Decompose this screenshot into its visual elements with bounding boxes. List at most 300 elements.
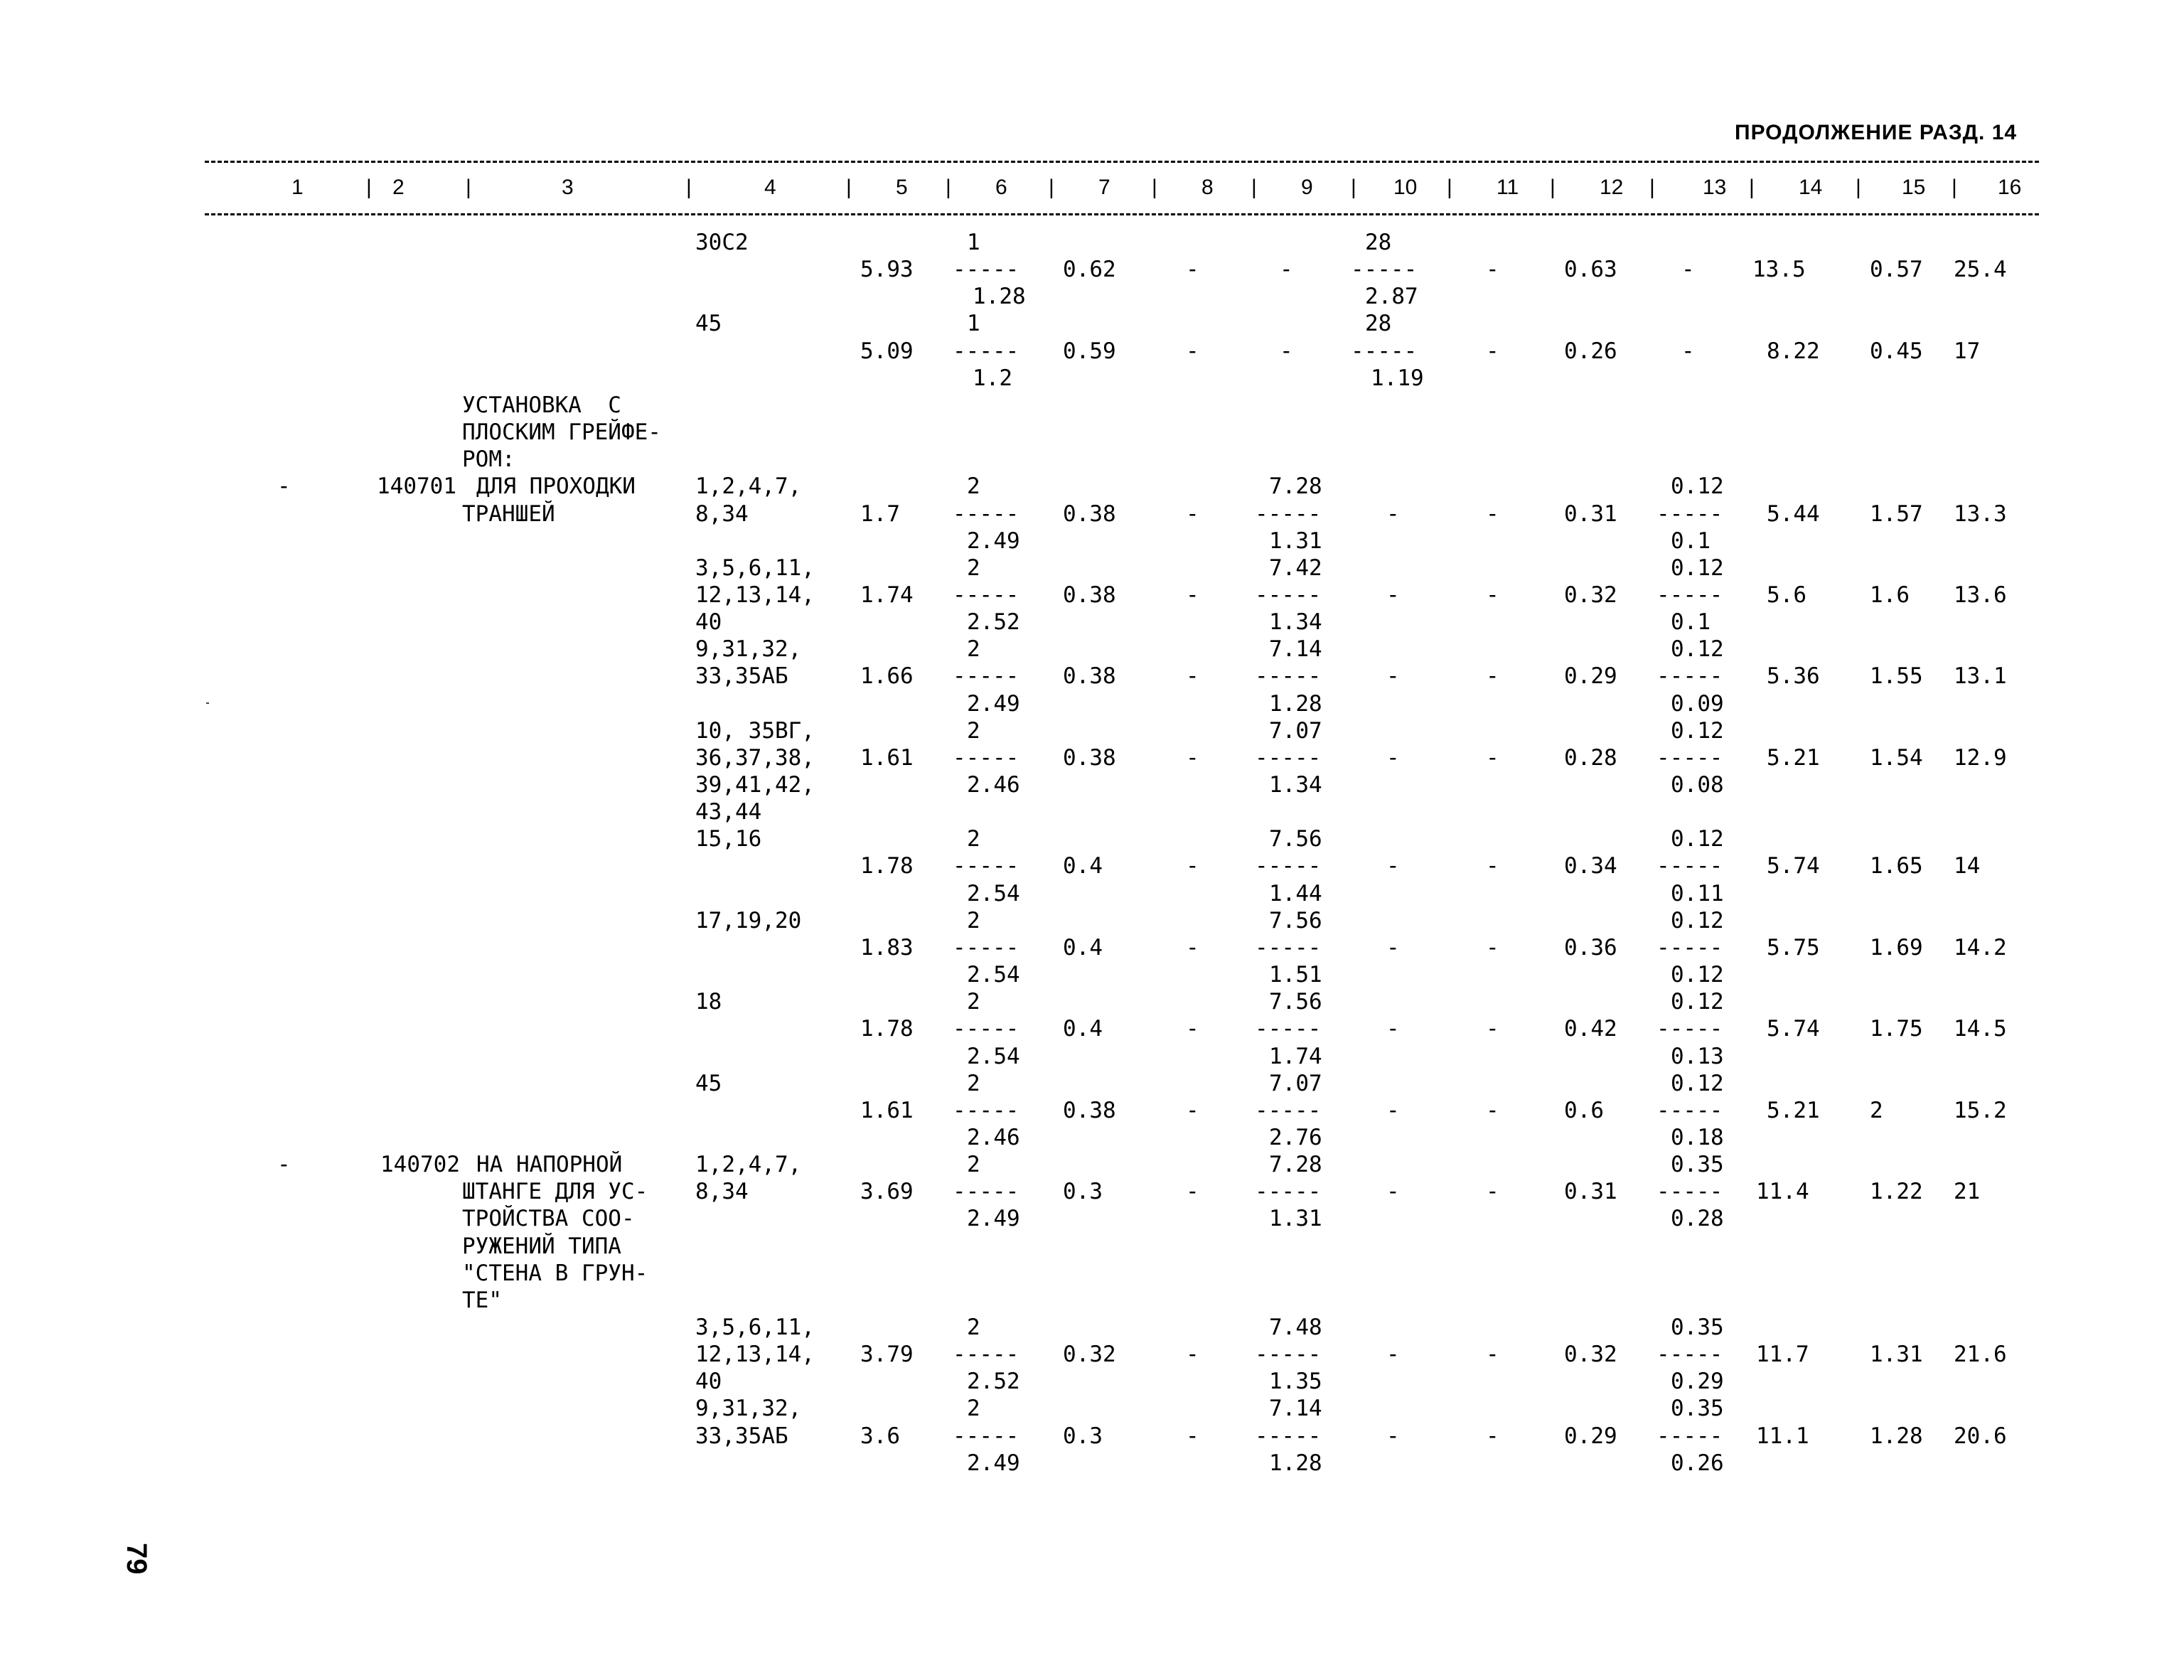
table-cell: - [1186,1098,1199,1123]
table-cell: 1.28 [973,284,1026,309]
table-cell: - [1280,257,1293,282]
table-cell: 0.6 [1564,1098,1604,1123]
table-cell: 0.42 [1564,1016,1617,1042]
table-cell: 7.14 [1269,1396,1322,1421]
table-cell: 13.6 [1954,582,2007,608]
table-cell: 0.3 [1063,1423,1103,1449]
table-cell: 1.19 [1371,365,1424,391]
table-cell: 2 [967,908,980,933]
table-cell: 12.9 [1954,745,2007,771]
table-cell: 0.63 [1564,257,1617,282]
table-cell: 11.1 [1756,1423,1809,1449]
table-cell: 5.74 [1767,1016,1820,1042]
table-cell: - [1681,257,1695,282]
table-cell: ----- [1656,745,1723,771]
table-cell: 1.54 [1870,745,1923,771]
table-cell: 39,41,42, [695,772,815,798]
table-cell: 1 [967,311,980,336]
table-cell: 0.38 [1063,663,1116,689]
table-cell: - [1386,853,1400,879]
table-cell: 36,37,38, [695,745,815,771]
table-cell: 8.22 [1767,338,1820,364]
table-cell: ----- [1255,1423,1322,1449]
table-cell: ----- [953,663,1019,689]
table-cell: 2 [967,989,980,1015]
column-separator: | [686,176,692,199]
table-cell: 33,35АБ [695,1423,788,1449]
table-cell: 2 [967,826,980,852]
table-cell: 0.29 [1564,1423,1617,1449]
table-cell: 0.12 [1671,555,1724,581]
table-cell: ----- [1255,745,1322,771]
table-cell: 2.52 [967,1369,1020,1394]
table-cell: 0.12 [1671,1071,1724,1096]
table-cell: 0.34 [1564,853,1617,879]
table-cell: "СТЕНА В ГРУН- [462,1261,648,1286]
table-cell: - [1186,1016,1199,1042]
table-cell: 2.49 [967,1450,1020,1476]
table-cell: 0.35 [1671,1315,1724,1340]
table-cell: 11.4 [1756,1179,1809,1204]
table-cell: 0.12 [1671,908,1724,933]
table-cell: 7.07 [1269,1071,1322,1096]
table-cell: 7.14 [1269,636,1322,662]
table-cell: 15.2 [1954,1098,2007,1123]
table-cell: - [1386,582,1400,608]
table-cell: 1.65 [1870,853,1923,879]
table-cell: ----- [1255,935,1322,961]
table-cell: - [1486,582,1499,608]
column-header-2: 2 [392,176,405,199]
table-cell: 13.1 [1954,663,2007,689]
table-cell: - [1486,501,1499,527]
table-cell: 2.49 [967,1206,1020,1231]
table-cell: ----- [1255,1342,1322,1367]
table-cell: - [1186,257,1199,282]
table-cell: 1.31 [1870,1342,1923,1367]
table-cell: ----- [1656,582,1723,608]
table-cell: 2 [967,1152,980,1177]
table-cell: ----- [1656,501,1723,527]
table-cell: 1.55 [1870,663,1923,689]
column-header-16: 16 [1998,176,2022,199]
table-cell: 3.69 [860,1179,914,1204]
table-cell: ----- [1255,1098,1322,1123]
table-cell: - [1386,663,1400,689]
table-cell: 1.61 [860,745,914,771]
table-cell: 45 [695,1071,722,1096]
table-cell: 2.46 [967,1125,1020,1150]
table-cell: 1.22 [1870,1179,1923,1204]
table-cell: ----- [953,1179,1019,1204]
table-cell: 13.5 [1752,257,1806,282]
table-cell: 7.28 [1269,1152,1322,1177]
column-separator: | [1649,176,1655,199]
table-cell: - [1486,663,1499,689]
table-cell: 2 [1870,1098,1883,1123]
table-cell: 40 [695,609,722,635]
column-header-14: 14 [1799,176,1823,199]
column-separator: | [366,176,372,199]
table-cell: 0.32 [1564,1342,1617,1367]
table-cell: 1,2,4,7, [695,1152,802,1177]
table-cell: - [1486,1098,1499,1123]
table-cell: 8,34 [695,501,749,527]
table-cell: 1.61 [860,1098,914,1123]
stray-mark [206,702,209,704]
table-cell: 7.07 [1269,718,1322,744]
table-cell: ----- [953,1016,1019,1042]
table-cell: - [1386,1423,1400,1449]
table-cell: - [1186,338,1199,364]
table-cell: 2.52 [967,609,1020,635]
table-cell: - [1386,935,1400,961]
table-cell: ----- [1656,1098,1723,1123]
table-cell: - [1186,1423,1199,1449]
column-separator: | [1447,176,1452,199]
table-cell: - [1386,1098,1400,1123]
column-separator: | [846,176,852,199]
table-cell: 0.4 [1063,1016,1103,1042]
table-cell: 2.54 [967,962,1020,988]
table-cell: ----- [1656,1342,1723,1367]
table-cell: 0.4 [1063,935,1103,961]
table-cell: 1.75 [1870,1016,1923,1042]
table-cell: 9,31,32, [695,636,802,662]
table-cell: 21 [1954,1179,1981,1204]
table-cell: 28 [1365,311,1392,336]
table-cell: ----- [1255,501,1322,527]
table-cell: 0.12 [1671,962,1724,988]
table-cell: - [1186,1342,1199,1367]
table-cell: 0.09 [1671,691,1724,717]
column-header-12: 12 [1600,176,1624,199]
table-cell: ----- [953,745,1019,771]
table-cell: 0.31 [1564,501,1617,527]
table-cell: 2 [967,1071,980,1096]
table-cell: 11.7 [1756,1342,1809,1367]
table-cell: 0.12 [1671,989,1724,1015]
table-cell: - [1486,853,1499,879]
table-cell: - [1681,338,1695,364]
column-separator: | [1251,176,1257,199]
column-header-1: 1 [291,176,304,199]
table-cell: 2 [967,636,980,662]
table-cell: - [1186,745,1199,771]
table-cell: ----- [1656,663,1723,689]
table-cell: 1.31 [1269,528,1322,554]
column-separator: | [466,176,471,199]
table-cell: 1.78 [860,853,914,879]
table-cell: 0.57 [1870,257,1923,282]
table-cell: 2 [967,473,980,499]
table-cell: 33,35АБ [695,663,788,689]
table-cell: 14.2 [1954,935,2007,961]
table-cell: 1.2 [973,365,1012,391]
table-cell: 140701 [377,473,456,499]
table-cell: ТРАНШЕЙ [462,501,555,527]
table-cell: 30С2 [695,230,749,255]
table-cell: ----- [1255,1016,1322,1042]
table-cell: ----- [1255,853,1322,879]
table-cell: ТЕ" [462,1288,502,1313]
table-cell: 1.34 [1269,772,1322,798]
section-title: ПРОДОЛЖЕНИЕ РАЗД. 14 [1735,121,2018,144]
column-header-4: 4 [764,176,776,199]
table-cell: 0.28 [1564,745,1617,771]
column-separator: | [1152,176,1157,199]
table-cell: 0.26 [1564,338,1617,364]
table-cell: 3,5,6,11, [695,1315,815,1340]
column-header-10: 10 [1393,176,1418,199]
table-cell: 0.28 [1671,1206,1724,1231]
table-cell: 0.31 [1564,1179,1617,1204]
table-cell: 3,5,6,11, [695,555,815,581]
column-separator: | [1049,176,1054,199]
table-cell: 5.93 [860,257,914,282]
table-cell: - [1186,582,1199,608]
table-cell: ДЛЯ ПРОХОДКИ [476,473,636,499]
table-cell: 1,2,4,7, [695,473,802,499]
table-cell: 0.12 [1671,636,1724,662]
table-cell: 7.28 [1269,473,1322,499]
table-cell: 1.69 [1870,935,1923,961]
table-cell: ----- [1656,1179,1723,1204]
table-cell: - [1186,935,1199,961]
table-cell: 5.21 [1767,745,1820,771]
table-cell: 3.79 [860,1342,914,1367]
column-header-13: 13 [1703,176,1727,199]
column-header-15: 15 [1902,176,1926,199]
table-cell: 0.1 [1671,609,1711,635]
table-cell: 0.62 [1063,257,1116,282]
table-cell: 0.35 [1671,1152,1724,1177]
table-cell: ----- [953,338,1019,364]
table-cell: 21.6 [1954,1342,2007,1367]
table-cell: - [1486,257,1499,282]
table-cell: ----- [953,1098,1019,1123]
table-cell: 0.13 [1671,1044,1724,1069]
table-cell: 1.44 [1269,881,1322,906]
column-header-11: 11 [1497,176,1519,199]
table-cell: РУЖЕНИЙ ТИПА [462,1234,621,1259]
table-cell: 1.31 [1269,1206,1322,1231]
table-cell: 1 [967,230,980,255]
table-cell: 7.56 [1269,908,1322,933]
table-cell: ----- [953,257,1019,282]
table-cell: - [1186,1179,1199,1204]
table-cell: 0.26 [1671,1450,1724,1476]
table-cell: 3.6 [860,1423,900,1449]
table-cell: 5.44 [1767,501,1820,527]
table-cell: 14.5 [1954,1016,2007,1042]
table-cell: - [1186,663,1199,689]
table-cell: 40 [695,1369,722,1394]
table-cell: 17 [1954,338,1981,364]
table-cell: 28 [1365,230,1392,255]
column-separator: | [1749,176,1755,199]
table-cell: 2.54 [967,1044,1020,1069]
table-cell: 2 [967,1396,980,1421]
table-cell: - [1486,1179,1499,1204]
table-cell: - [1386,1342,1400,1367]
table-cell: 9,31,32, [695,1396,802,1421]
table-cell: 8,34 [695,1179,749,1204]
table-cell: - [1386,1179,1400,1204]
table-cell: 25.4 [1954,257,2007,282]
table-cell: 2.46 [967,772,1020,798]
table-cell: 0.11 [1671,881,1724,906]
table-cell: ----- [1656,935,1723,961]
table-cell: 0.45 [1870,338,1923,364]
table-cell: ----- [1255,663,1322,689]
column-header-3: 3 [562,176,574,199]
table-cell: ----- [953,853,1019,879]
table-cell: 5.74 [1767,853,1820,879]
table-cell: 14 [1954,853,1981,879]
column-separator: | [1351,176,1356,199]
table-cell: 0.1 [1671,528,1711,554]
table-cell: 1.51 [1269,962,1322,988]
table-cell: ----- [953,1423,1019,1449]
page-number: 79 [121,1543,152,1575]
table-cell: 12,13,14, [695,1342,815,1367]
table-cell: 5.6 [1767,582,1806,608]
table-cell: ПЛОСКИМ ГРЕЙФЕ- [462,419,661,445]
table-cell: 7.56 [1269,826,1322,852]
header-top-rule [205,161,2039,163]
table-cell: 7.42 [1269,555,1322,581]
table-cell: 20.6 [1954,1423,2007,1449]
table-cell: 1.74 [1269,1044,1322,1069]
table-cell: 5.21 [1767,1098,1820,1123]
table-cell: - [1486,1423,1499,1449]
table-cell: 43,44 [695,799,762,825]
table-cell: 0.29 [1671,1369,1724,1394]
column-separator: | [1952,176,1957,199]
table-cell: 0.12 [1671,718,1724,744]
column-header-8: 8 [1201,176,1214,199]
table-cell: 0.36 [1564,935,1617,961]
table-cell: - [1486,338,1499,364]
table-cell: ----- [1656,1016,1723,1042]
table-cell: 12,13,14, [695,582,815,608]
table-cell: - [277,1152,291,1177]
table-cell: 2.49 [967,528,1020,554]
table-cell: 1.34 [1269,609,1322,635]
table-cell: - [1486,935,1499,961]
table-cell: 0.32 [1564,582,1617,608]
table-cell: ТРОЙСТВА СОО- [462,1206,635,1231]
table-cell: - [1386,1016,1400,1042]
table-cell: 0.35 [1671,1396,1724,1421]
table-cell: - [1386,501,1400,527]
table-cell: 1.57 [1870,501,1923,527]
table-cell: 7.56 [1269,989,1322,1015]
table-cell: 13.3 [1954,501,2007,527]
table-cell: ШТАНГЕ ДЛЯ УС- [462,1179,648,1204]
table-cell: 0.32 [1063,1342,1116,1367]
table-cell: РОМ: [462,446,515,472]
table-cell: - [1486,1342,1499,1367]
table-cell: 2 [967,555,980,581]
table-cell: ----- [1255,1179,1322,1204]
table-cell: ----- [1656,853,1723,879]
table-cell: 2 [967,1315,980,1340]
table-cell: 0.38 [1063,582,1116,608]
table-cell: 1.74 [860,582,914,608]
table-cell: 45 [695,311,722,336]
table-cell: 0.59 [1063,338,1116,364]
table-cell: - [1486,745,1499,771]
table-cell: 2 [967,718,980,744]
table-cell: 7.48 [1269,1315,1322,1340]
table-cell: - [277,473,291,499]
table-cell: ----- [953,582,1019,608]
table-cell: 17,19,20 [695,908,802,933]
table-cell: 1.35 [1269,1369,1322,1394]
table-cell: 2.49 [967,691,1020,717]
table-cell: - [1486,1016,1499,1042]
column-separator: | [1856,176,1861,199]
table-cell: 15,16 [695,826,762,852]
table-cell: 1.28 [1269,691,1322,717]
column-header-6: 6 [995,176,1007,199]
table-cell: 0.29 [1564,663,1617,689]
table-cell: ----- [953,935,1019,961]
table-cell: 0.4 [1063,853,1103,879]
table-cell: - [1186,853,1199,879]
table-cell: ----- [1351,257,1418,282]
table-cell: - [1386,745,1400,771]
table-cell: ----- [1255,582,1322,608]
table-cell: - [1280,338,1293,364]
table-cell: 1.6 [1870,582,1910,608]
table-cell: 5.36 [1767,663,1820,689]
table-cell: ----- [953,501,1019,527]
table-cell: ----- [1656,1423,1723,1449]
table-cell: ----- [953,1342,1019,1367]
table-cell: 1.83 [860,935,914,961]
column-header-9: 9 [1301,176,1313,199]
table-cell: 0.38 [1063,745,1116,771]
table-cell: 0.08 [1671,772,1724,798]
table-cell: 2.54 [967,881,1020,906]
table-cell: 0.18 [1671,1125,1724,1150]
column-separator: | [946,176,951,199]
column-header-5: 5 [896,176,908,199]
table-cell: 2.76 [1269,1125,1322,1150]
table-cell: 0.38 [1063,501,1116,527]
table-cell: 0.12 [1671,473,1724,499]
table-cell: УСТАНОВКА С [462,392,621,418]
table-cell: НА НАПОРНОЙ [476,1152,623,1177]
table-cell: 1.28 [1269,1450,1322,1476]
table-cell: 0.12 [1671,826,1724,852]
table-cell: 5.09 [860,338,914,364]
header-bottom-rule [205,213,2039,215]
table-cell: 140702 [380,1152,460,1177]
table-cell: 5.75 [1767,935,1820,961]
table-cell: 1.78 [860,1016,914,1042]
table-cell: - [1186,501,1199,527]
column-header-7: 7 [1098,176,1110,199]
table-cell: 1.28 [1870,1423,1923,1449]
table-cell: 18 [695,989,722,1015]
column-separator: | [1550,176,1556,199]
table-cell: 1.7 [860,501,900,527]
table-cell: 1.66 [860,663,914,689]
